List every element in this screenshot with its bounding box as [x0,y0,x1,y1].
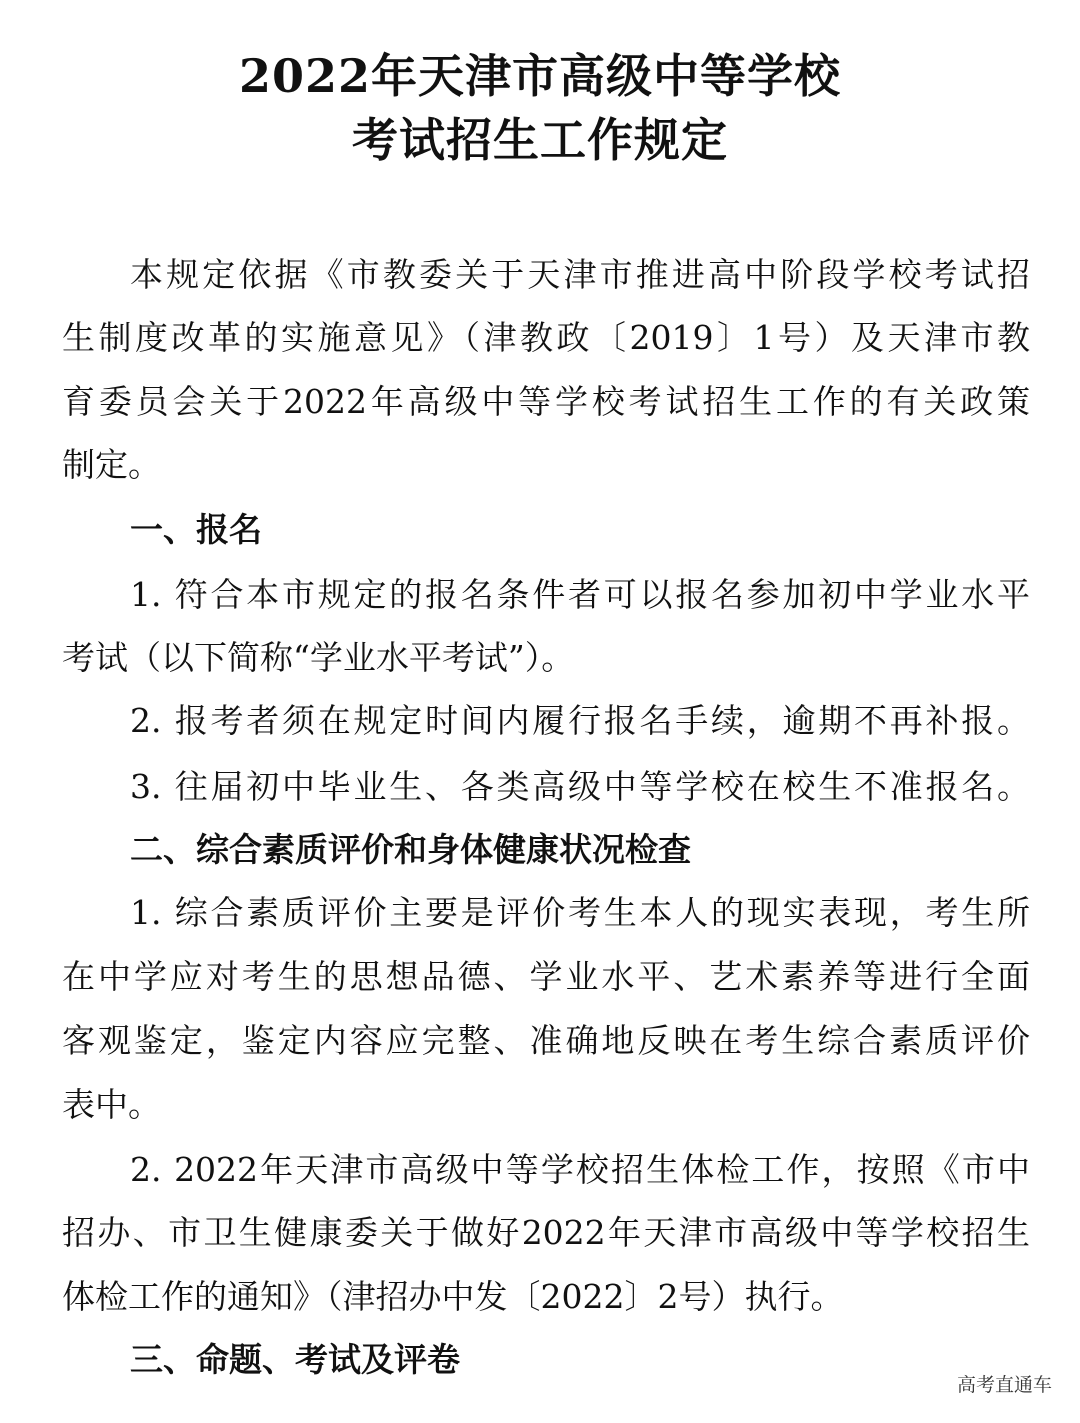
body-line: 1. 综合素质评价主要是评价考生本人的现实表现，考生所 [130,893,1030,932]
body-line: 1. 符合本市规定的报名条件者可以报名参加初中学业水平 [130,575,1030,614]
body-line: 在中学应对考生的思想品德、学业水平、艺术素养等进行全面 [62,957,1030,996]
body-line: 3. 往届初中毕业生、各类高级中等学校在校生不准报名。 [130,767,1030,806]
body-line: 表中。 [62,1085,161,1124]
body-line: 生制度改革的实施意见》（津教政〔2019〕1号）及天津市教 [62,318,1030,357]
body-line: 招办、市卫生健康委关于做好2022年天津市高级中等学校招生 [62,1213,1030,1252]
body-line: 育委员会关于2022年高级中等学校考试招生工作的有关政策 [62,382,1030,421]
body-line: 体检工作的通知》（津招办中发〔2022〕2号）执行。 [62,1277,844,1316]
section-heading: 二、综合素质评价和身体健康状况检查 [130,830,691,869]
document-title-line-2: 考试招生工作规定 [352,113,728,167]
body-line: 制定。 [62,445,161,484]
watermark: 高考直通车 [956,1374,1052,1396]
document-title-line-1: 2022年天津市高级中等学校 [238,49,842,103]
body-line: 2. 报考者须在规定时间内履行报名手续，逾期不再补报。 [130,701,1030,740]
section-heading: 三、命题、考试及评卷 [130,1340,460,1379]
body-line: 客观鉴定，鉴定内容应完整、准确地反映在考生综合素质评价 [62,1021,1030,1060]
body-line: 本规定依据《市教委关于天津市推进高中阶段学校考试招 [130,255,1030,294]
body-line: 考试（以下简称“学业水平考试”）。 [62,638,575,677]
body-line: 2. 2022年天津市高级中等学校招生体检工作，按照《市中 [130,1150,1030,1189]
section-heading: 一、报名 [130,510,262,549]
